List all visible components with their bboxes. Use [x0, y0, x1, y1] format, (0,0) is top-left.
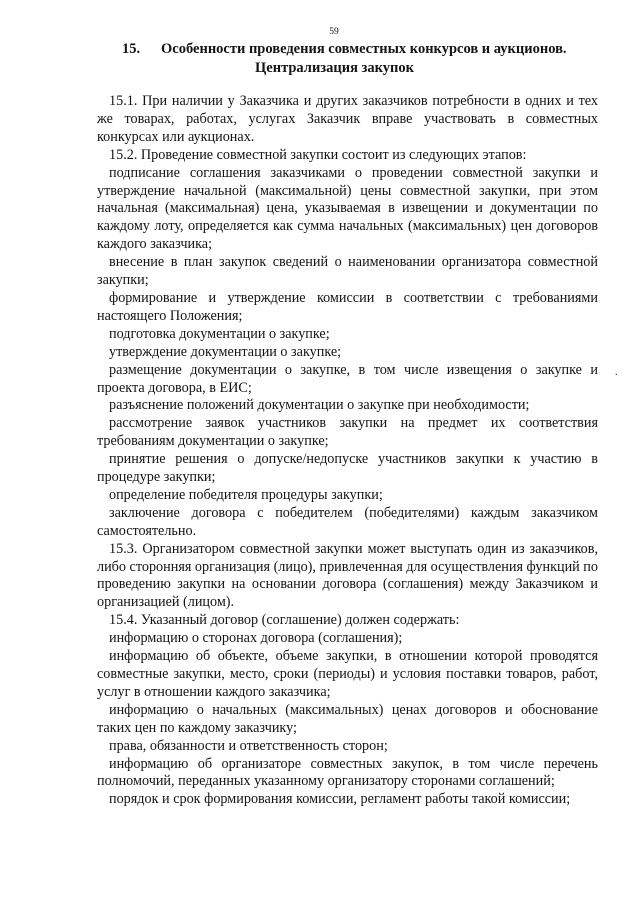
list-item: подписание соглашения заказчиками о проведении совместной закупки и утверждение начальной (максимальной) цены совместной закупки, при этом начальная (максимальная) цена, указываемая в извещении и документации по каждому лоту, определяется как сумма начальных (максимальных) цен договоров каждого заказчика; [97, 164, 598, 253]
list-item: формирование и утверждение комиссии в соответствии с требованиями настоящего Положения; [97, 289, 598, 324]
paragraph-15-4: 15.4. Указанный договор (соглашение) должен содержать: [109, 612, 460, 629]
section-number: 15. [122, 41, 141, 57]
list-item: права, обязанности и ответственность сторон; [109, 737, 388, 754]
list-item: размещение документации о закупке, в том числе извещения о закупке и проекта договора, в ЕИС; [97, 361, 598, 396]
list-item: информацию о сторонах договора (соглашения); [109, 630, 403, 647]
section-title-line-2: Централизация закупок [255, 60, 414, 76]
section-title-line-1: Особенности проведения совместных конкурсов и аукционов. [161, 41, 567, 57]
list-item: информацию об организаторе совместных закупок, в том числе перечень полномочий, переданных указанному организатору сторонами соглашений; [97, 755, 598, 790]
list-item: информацию о начальных (максимальных) ценах договоров и обоснование таких цен по каждому заказчику; [97, 701, 598, 736]
list-item: внесение в план закупок сведений о наименовании организатора совместной закупки; [97, 254, 598, 289]
list-item: утверждение документации о закупке; [109, 343, 342, 360]
scan-speck: . [615, 367, 618, 378]
list-item: определение победителя процедуры закупки; [109, 486, 383, 503]
paragraph-15-2: 15.2. Проведение совместной закупки состоит из следующих этапов: [109, 146, 527, 163]
list-item: заключение договора с победителем (победителями) каждым заказчиком самостоятельно. [97, 504, 598, 539]
paragraph-15-3: 15.3. Организатором совместной закупки может выступать один из заказчиков, либо сторонняя организация (лицо), привлеченная для осуществления функций по проведению закупки на основании договора (соглашения) между Заказчиком и организацией (лицом). [97, 540, 598, 611]
list-item: подготовка документации о закупке; [109, 325, 330, 342]
page-number: 59 [329, 27, 339, 37]
list-item: разъяснение положений документации о закупке при необходимости; [109, 397, 530, 414]
list-item: рассмотрение заявок участников закупки на предмет их соответствия требованиям документации о закупке; [97, 415, 598, 450]
list-item: принятие решения о допуске/недопуске участников закупки к участию в процедуре закупки; [97, 451, 598, 486]
paragraph-15-1: 15.1. При наличии у Заказчика и других заказчиков потребности в одних и тех же товарах, работах, услугах Заказчик вправе участвовать в совместных конкурсах или аукционах. [97, 93, 598, 145]
list-item: информацию об объекте, объеме закупки, в отношении которой проводятся совместные закупки, место, сроки (периоды) и условия поставки товаров, работ, услуг в отношении каждого заказчика; [97, 648, 598, 700]
body-text [97, 93, 598, 809]
list-item: порядок и срок формирования комиссии, регламент работы такой комиссии; [109, 791, 571, 808]
